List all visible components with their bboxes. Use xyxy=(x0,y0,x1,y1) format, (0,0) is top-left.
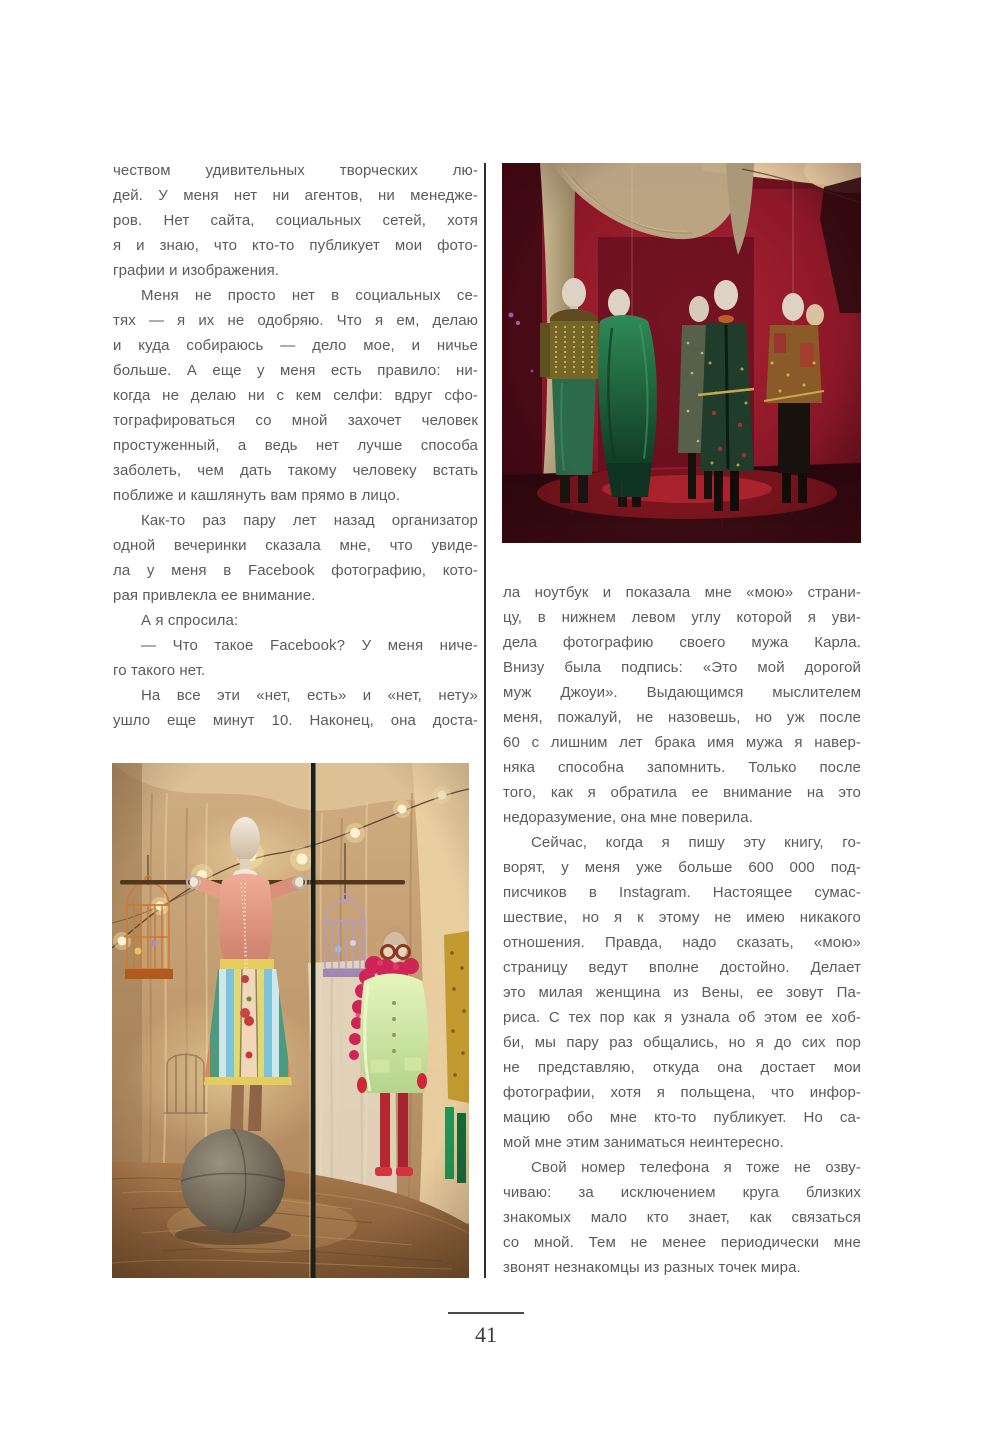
paragraph xyxy=(113,508,478,608)
text-line: писчиков в Instagram. Настоящее сумас- xyxy=(503,884,861,901)
text-line: отношения. Правда, надо сказать, «мою» xyxy=(503,934,861,951)
paragraph xyxy=(503,580,861,830)
footer-rule xyxy=(448,1312,524,1314)
text-line: На все эти «нет, есть» и «нет, нету» xyxy=(141,687,478,704)
text-line: ла ноутбук и показала мне «мою» страни- xyxy=(503,584,861,601)
page-number: 41 xyxy=(475,1322,497,1347)
text-line: я и знаю, что кто-то публикует мои фото- xyxy=(113,237,478,254)
paragraph xyxy=(113,608,478,633)
text-line: поближе и кашлянуть вам прямо в лицо. xyxy=(113,487,401,504)
text-line: фотографии, хотя я польщена, что инфор- xyxy=(503,1084,861,1101)
text-line: со мной. Тем не менее периодически мне xyxy=(503,1234,861,1251)
text-line: ров. Нет сайта, социальных сетей, хотя xyxy=(113,212,478,229)
text-line: знакомых мало кто знает, как связаться xyxy=(503,1209,861,1226)
text-line: дела фотографию своего мужа Карла. xyxy=(503,634,861,651)
text-line: простуженный, а ведь нет лучше способа xyxy=(113,437,478,454)
text-line: недоразумение, она мне поверила. xyxy=(503,809,753,826)
text-line: тографироваться со мной захочет человек xyxy=(113,412,478,429)
text-line: го такого нет. xyxy=(113,662,206,679)
page-footer xyxy=(448,1312,524,1348)
text-line: ушло еще минут 10. Наконец, она доста- xyxy=(113,712,478,729)
text-line: одной вечеринки сказала мне, что увиде- xyxy=(113,537,478,554)
text-line: меня, пожалуй, не назовешь, но уж после xyxy=(503,709,861,726)
right-text-column xyxy=(503,580,861,1280)
text-line: муж Джоуи». Выдающимся мыслителем xyxy=(503,684,861,701)
text-line: страницу ведут вполне достойно. Делает xyxy=(503,959,861,976)
photo-mannequins-red-gallery xyxy=(502,163,861,543)
text-line: графии и изображения. xyxy=(113,262,280,279)
paragraph xyxy=(113,158,478,283)
text-line: когда не делаю ни с кем селфи: вдруг сфо- xyxy=(113,387,478,404)
text-line: того, как я обратила ее внимание на это xyxy=(503,784,861,801)
paragraph xyxy=(503,1155,861,1280)
text-line: ворят, у меня уже больше 600 000 под- xyxy=(503,859,861,876)
text-line: би, мы пару раз общались, но я до сих пор xyxy=(503,1034,861,1051)
left-text-column xyxy=(113,158,478,733)
column-divider-rule xyxy=(484,163,486,1278)
text-line: ла у меня в Facebook фотографию, кото- xyxy=(113,562,478,579)
text-line: риса. С тех пор как я узнала об этом ее хоб- xyxy=(503,1009,861,1026)
text-line: звонят незнакомцы из разных точек мира. xyxy=(503,1259,801,1276)
text-line: чеством удивительных творческих лю- xyxy=(113,162,478,179)
text-line: это милая женщина из Вены, ее зовут Па- xyxy=(503,984,861,1001)
paragraph xyxy=(113,283,478,508)
text-line: дей. У меня нет ни агентов, ни менедже- xyxy=(113,187,478,204)
text-line: шествие, но я к этому не имею никакого xyxy=(503,909,861,926)
text-line: 60 с лишним лет брака имя мужа я навер- xyxy=(503,734,861,751)
text-line: — Что такое Facebook? У меня ниче- xyxy=(141,637,478,654)
text-line: А я спросила: xyxy=(141,612,239,629)
text-line: чиваю: за исключением круга близких xyxy=(503,1184,861,1201)
text-line: Как-то раз пару лет назад организатор xyxy=(141,512,478,529)
text-line: Внизу была подпись: «Это мой дорогой xyxy=(503,659,861,676)
paragraph xyxy=(113,683,478,733)
text-line: рая привлекла ее внимание. xyxy=(113,587,316,604)
paragraph xyxy=(113,633,478,683)
text-line: заболеть, чем дать такому человеку встать xyxy=(113,462,478,479)
text-line: не представляю, откуда она достает мои xyxy=(503,1059,861,1076)
text-line: мацию обо мне кто-то публикует. Но са- xyxy=(503,1109,861,1126)
text-line: цу, в нижнем левом углу которой я уви- xyxy=(503,609,861,626)
text-line: и куда собираюсь — дело мое, и ничье xyxy=(113,337,478,354)
text-line: мой мне этим заниматься неинтересно. xyxy=(503,1134,784,1151)
paragraph xyxy=(503,830,861,1155)
text-line: больше. А еще у меня есть правило: ни- xyxy=(113,362,478,379)
photo-mannequins-circus-window xyxy=(112,763,469,1278)
text-line: Сейчас, когда я пишу эту книгу, го- xyxy=(531,834,861,851)
text-line: тях — я их не одобряю. Что я ем, делаю xyxy=(113,312,478,329)
text-line: Меня не просто нет в социальных се- xyxy=(141,287,478,304)
text-line: няка способна запомнить. Только после xyxy=(503,759,861,776)
text-line: Свой номер телефона я тоже не озву- xyxy=(531,1159,861,1176)
